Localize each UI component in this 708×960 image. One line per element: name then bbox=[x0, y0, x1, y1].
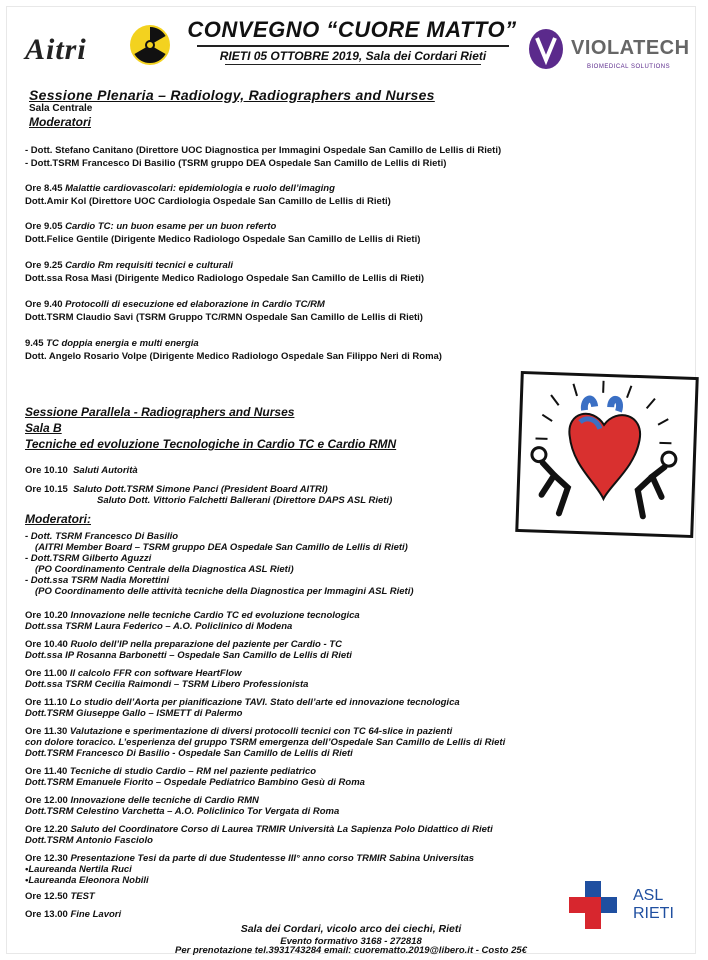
talk-topic: Protocolli di esecuzione ed elaborazione in Cardio TC/RM bbox=[65, 299, 325, 310]
aitri-logo bbox=[25, 23, 175, 69]
session2-moderator: (AITRI Member Board – TSRM gruppo DEA Ospedale San Camillo de Lellis di Rieti) bbox=[35, 542, 408, 553]
talk-speaker: Dott.Felice Gentile (Dirigente Medico Radiologo Ospedale San Camillo de Lellis di Rieti) bbox=[25, 234, 421, 245]
session2-moderator: - Dott. TSRM Francesco Di Basilio bbox=[25, 531, 179, 542]
session2-room: Sala B bbox=[25, 421, 62, 435]
talk-speaker: Dott. Angelo Rosario Volpe (Dirigente Medico Radiologo Ospedale San Filippo Neri di Roma) bbox=[25, 351, 442, 362]
talk-time: Ore 10.15 bbox=[25, 484, 68, 495]
session2-moderators-heading: Moderatori: bbox=[25, 512, 91, 526]
talk-speaker: Dott.ssa IP Rosanna Barbonetti – Ospedale San Camillo de Lellis di Rieti bbox=[25, 650, 352, 661]
talk-time: Ore 9.25 bbox=[25, 260, 63, 271]
heart-icon bbox=[519, 374, 690, 529]
violatech-logo bbox=[527, 29, 697, 75]
talk-speaker: Dott.TSRM Francesco Di Basilio - Ospedale San Camillo de Lellis di Rieti bbox=[25, 748, 353, 759]
program-poster bbox=[6, 6, 696, 954]
talk-item: Ore 11.30 Valutazione e sperimentazione di diversi protocolli tecnici con TC 64-slice in pazienti bbox=[25, 726, 453, 737]
opening-text: Saluto Dott. Vittorio Falchetti Ballerani (Direttore DAPS ASL Rieti) bbox=[97, 495, 393, 506]
talk-speaker: Dott.ssa TSRM Cecilia Raimondi – TSRM Libero Professionista bbox=[25, 679, 309, 690]
talk-time: Ore 8.45 bbox=[25, 183, 63, 194]
talk-item: Ore 12.50 TEST bbox=[25, 891, 95, 902]
session2-title: Sessione Parallela - Radiographers and Nurses bbox=[25, 405, 295, 419]
event-subtitle: RIETI 05 OTTOBRE 2019, Sala dei Cordari Rieti bbox=[219, 49, 487, 63]
violatech-mark-icon bbox=[529, 29, 563, 69]
session2-moderator: - Dott.TSRM Gilberto Aguzzi bbox=[25, 553, 152, 564]
subtitle-underline bbox=[225, 64, 481, 65]
talk-speaker: Dott.TSRM Celestino Varchetta – A.O. Policlinico Tor Vergata di Roma bbox=[25, 806, 340, 817]
talk-item: Ore 11.40 Tecniche di studio Cardio – RM nel paziente pediatrico bbox=[25, 766, 317, 777]
opening-text: Saluto Dott.TSRM Simone Panci (President Board AITRI) bbox=[73, 484, 328, 495]
radiation-trefoil-icon bbox=[123, 23, 177, 69]
talk-speaker: Dott.ssa Rosa Masi (Dirigente Medico Radiologo Ospedale San Camillo de Lellis di Rieti) bbox=[25, 273, 425, 284]
session1-moderators-heading: Moderatori bbox=[29, 115, 92, 129]
session2-moderator: (PO Coordinamento Centrale della Diagnostica ASL Rieti) bbox=[35, 564, 294, 575]
talk-topic: TC doppia energia e multi energia bbox=[46, 338, 199, 349]
footer-credits: Evento formativo 3168 - 272818 bbox=[280, 936, 422, 947]
talk-item: Ore 13.00 Fine Lavori bbox=[25, 909, 122, 920]
talk-topic: Cardio Rm requisiti tecnici e culturali bbox=[65, 260, 234, 271]
talk-time: 9.45 bbox=[25, 338, 44, 349]
footer-booking: Per prenotazione tel.3931743284 email: cuorematto.2019@libero.it - Costo 25€ bbox=[175, 945, 527, 956]
talk-speaker: Dott.TSRM Giuseppe Gallo – ISMETT di Palermo bbox=[25, 708, 243, 719]
footer-venue: Sala dei Cordari, vicolo arco dei ciechi, Rieti bbox=[240, 923, 462, 935]
medical-cross-icon bbox=[569, 881, 617, 929]
talk-item: Ore 12.30 Presentazione Tesi da parte di due Studentesse III° anno corso TRMIR Sabina Universitas bbox=[25, 853, 475, 864]
talk-item: Ore 12.00 Innovazione delle tecniche di Cardio RMN bbox=[25, 795, 259, 806]
session1-title: Sessione Plenaria – Radiology, Radiographers and Nurses bbox=[29, 87, 435, 103]
session2-moderator: - Dott.ssa TSRM Nadia Morettini bbox=[25, 575, 170, 586]
talk-speaker: •Laureanda Eleonora Nobili bbox=[25, 875, 149, 886]
talk-item: Ore 10.40 Ruolo dell’IP nella preparazione del paziente per Cardio - TC bbox=[25, 639, 342, 650]
talk-speaker: Dott.TSRM Claudio Savi (TSRM Gruppo TC/RMN Ospedale San Camillo de Lellis di Rieti) bbox=[25, 312, 423, 323]
heart-illustration bbox=[515, 371, 699, 538]
talk-time: Ore 10.10 bbox=[25, 465, 68, 476]
talk-speaker: Dott.TSRM Antonio Fasciolo bbox=[25, 835, 153, 846]
talk-item: Ore 10.20 Innovazione nelle tecniche Cardio TC ed evoluzione tecnologica bbox=[25, 610, 360, 621]
session1-moderator: - Dott. Stefano Canitano (Direttore UOC Diagnostica per Immagini Ospedale San Camillo de Lellis di Rieti) bbox=[25, 145, 502, 156]
talk-time: Ore 9.05 bbox=[25, 221, 63, 232]
title-underline bbox=[197, 45, 509, 47]
talk-item bbox=[25, 183, 335, 195]
talk-time: Ore 9.40 bbox=[25, 299, 63, 310]
aitri-logo-text: Aitri bbox=[25, 33, 87, 66]
session1-room: Sala Centrale bbox=[29, 103, 93, 114]
opening-text: Saluti Autorità bbox=[73, 465, 138, 476]
event-title: CONVEGNO “CUORE MATTO” bbox=[187, 17, 517, 42]
talk-speaker: •Laureanda Nertila Ruci bbox=[25, 864, 132, 875]
talk-item bbox=[25, 221, 276, 233]
session2-subtitle: Tecniche ed evoluzione Tecnologiche in Cardio TC e Cardio RMN bbox=[25, 437, 397, 451]
session1-moderator: - Dott.TSRM Francesco Di Basilio (TSRM gruppo DEA Ospedale San Camillo de Lellis di Rieti) bbox=[25, 158, 447, 169]
violatech-name: VIOLATECH bbox=[571, 37, 690, 59]
talk-speaker: Dott.Amir Kol (Direttore UOC Cardiologia Ospedale San Camillo de Lellis di Rieti) bbox=[25, 196, 391, 207]
talk-speaker: Dott.TSRM Emanuele Fiorito – Ospedale Pediatrico Bambino Gesù di Roma bbox=[25, 777, 365, 788]
talk-item bbox=[25, 260, 233, 272]
talk-speaker: Dott.ssa TSRM Laura Federico – A.O. Policlinico di Modena bbox=[25, 621, 293, 632]
session2-moderator: (PO Coordinamento delle attività tecniche della Diagnostica per Immagini ASL Rieti) bbox=[35, 586, 414, 597]
talk-item: Ore 12.20 Saluto del Coordinatore Corso di Laurea TRMIR Università La Sapienza Polo Didattico di Rieti bbox=[25, 824, 493, 835]
violatech-tagline: BIOMEDICAL SOLUTIONS bbox=[587, 64, 671, 70]
talk-item: Ore 11.00 Il calcolo FFR con software HeartFlow bbox=[25, 668, 242, 679]
talk-topic: Cardio TC: un buon esame per un buon referto bbox=[65, 221, 277, 232]
talk-item: Ore 11.10 Lo studio dell’Aorta per pianificazione TAVI. Stato dell’arte ed innovazione tecnologica bbox=[25, 697, 460, 708]
asl-text: ASL RIETI bbox=[633, 887, 674, 922]
talk-item bbox=[25, 338, 199, 350]
talk-topic: Malattie cardiovascolari: epidemiologia e ruolo dell’imaging bbox=[65, 183, 335, 194]
opening-item bbox=[25, 465, 138, 477]
talk-item bbox=[25, 299, 325, 311]
talk-line: con dolore toracico. L’esperienza del gruppo TSRM emergenza dell’Ospedale San Camillo de Lellis di Rieti bbox=[25, 737, 506, 748]
